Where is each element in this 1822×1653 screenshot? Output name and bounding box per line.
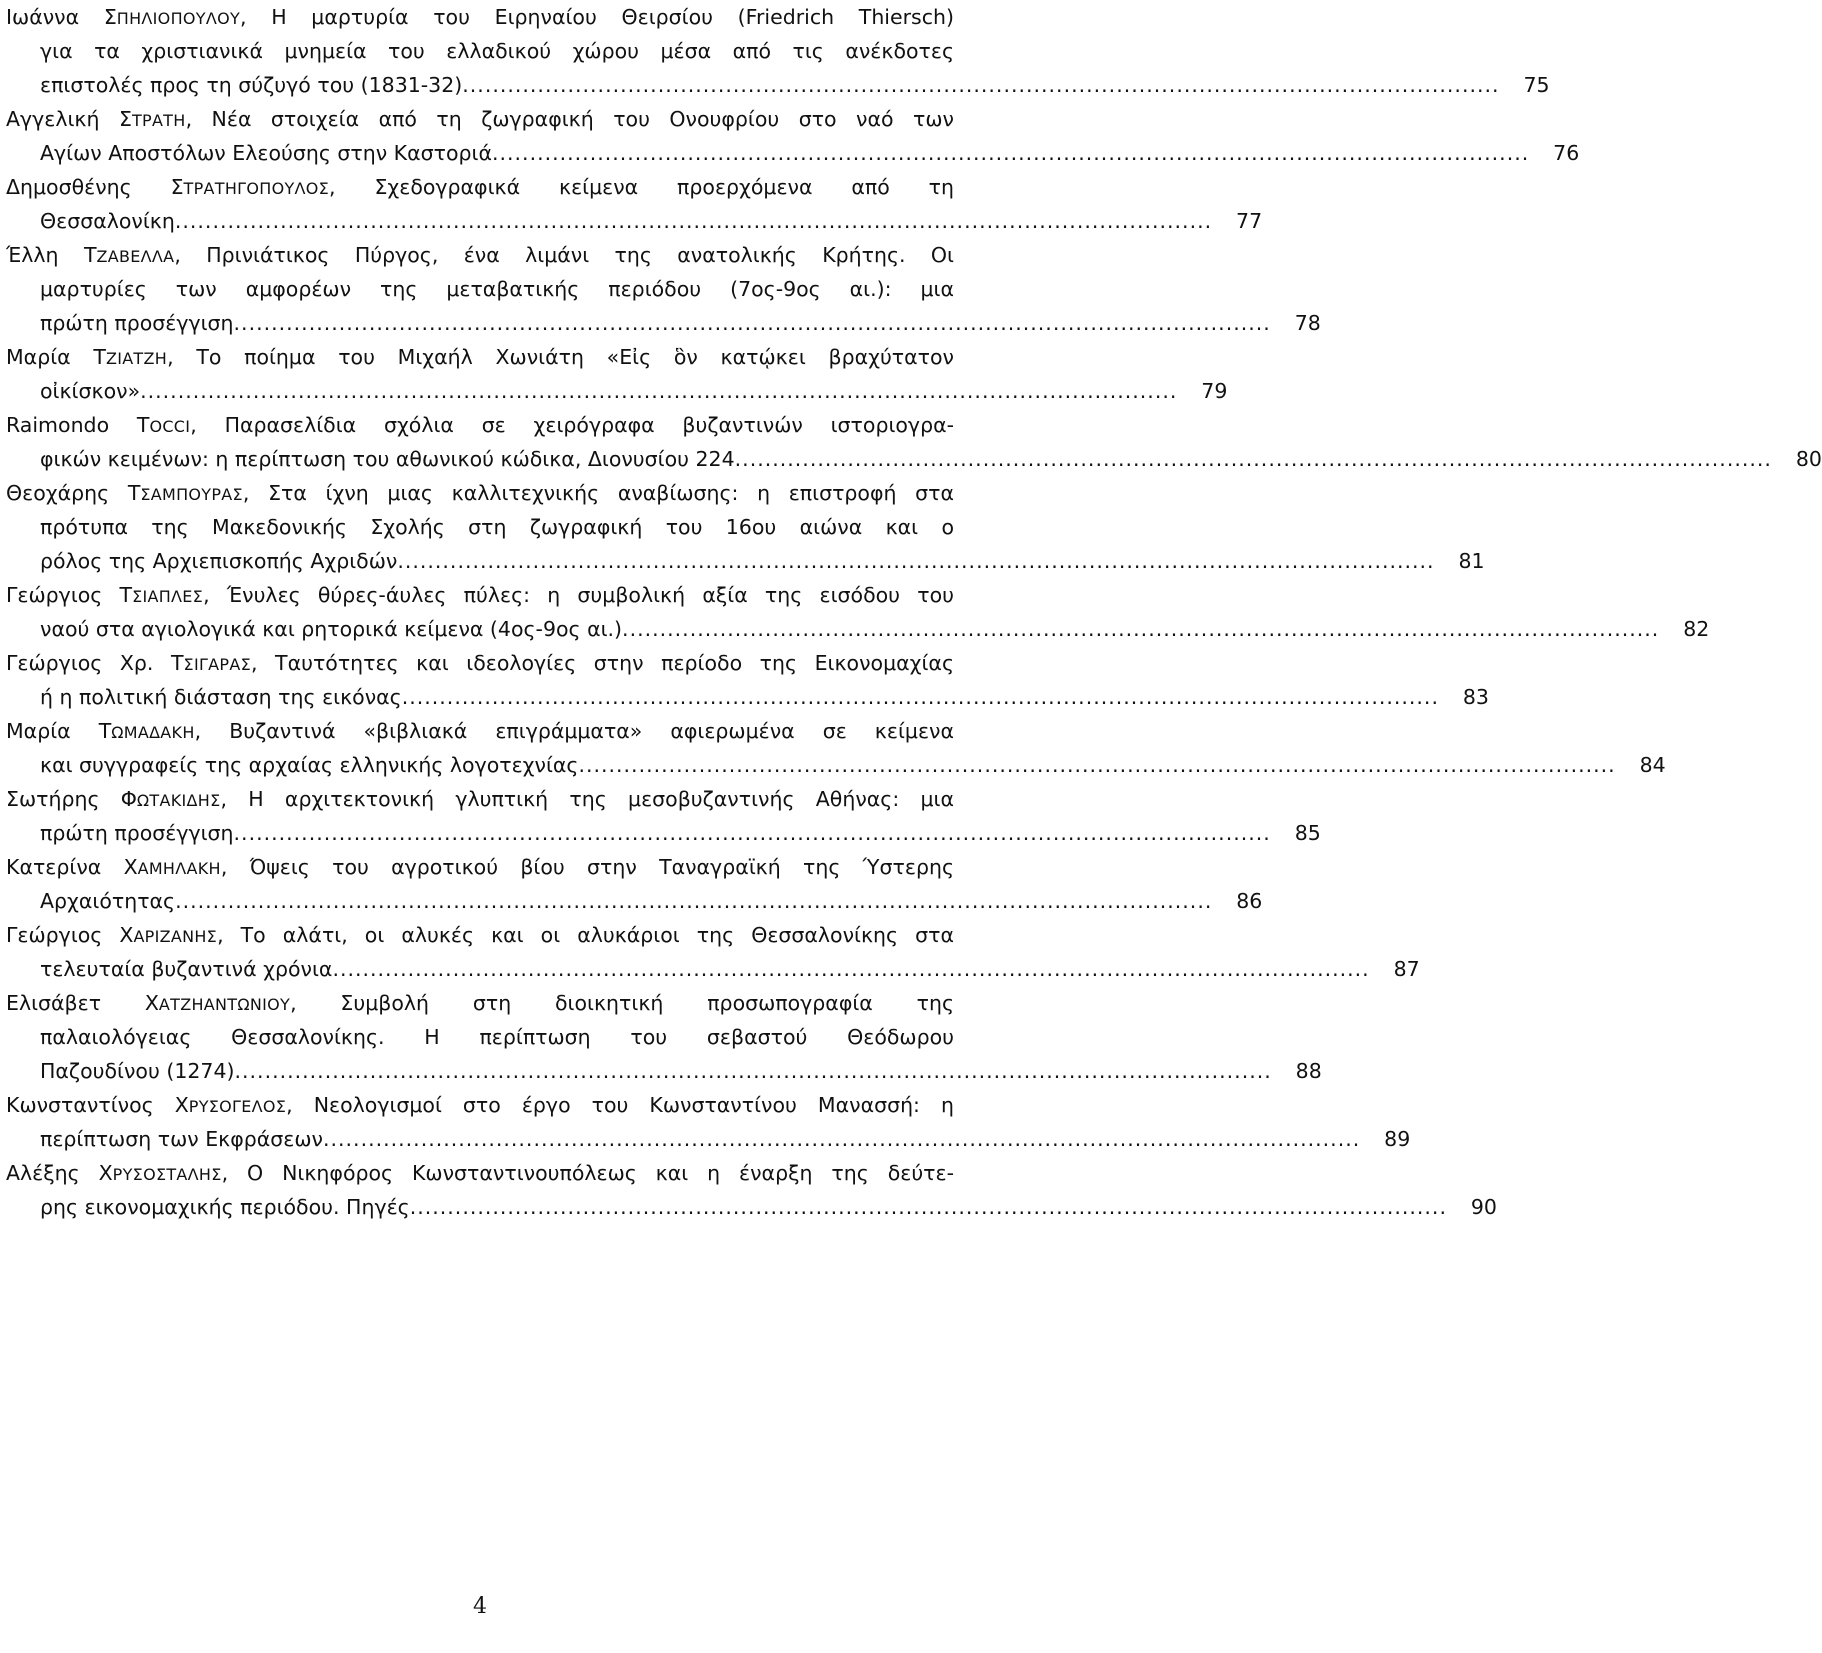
- page-number: 4: [473, 1594, 487, 1619]
- entry-title-text: πρώτη προσέγγιση: [40, 311, 234, 335]
- toc-entry-line: [6, 782, 954, 816]
- toc-entry-line: [6, 646, 954, 680]
- author-first-name: Μαρία: [6, 345, 71, 369]
- entry-title-text: , Όψεις του αγροτικού βίου στην Ταναγραϊκή της Ύστερης: [220, 855, 954, 879]
- entry-title-text: , Νέα στοιχεία από τη ζωγραφική του Ονουφρίου στο ναό των: [185, 107, 954, 131]
- leader-dots: ..........................................................................................................................................: [734, 447, 1772, 471]
- toc-entry[interactable]: [6, 102, 1580, 170]
- leader-dots: ..........................................................................................................................................: [233, 821, 1271, 845]
- entry-title-text: φικών κειμένων: η περίπτωση του αθωνικού κώδικα, Διονυσίου 224: [40, 447, 735, 471]
- author-surname: ΣΙΓΑΡΑΣ: [183, 655, 251, 674]
- leader-dots: ..........................................................................................................................................: [397, 549, 1435, 573]
- toc-entry-last-line: [6, 544, 1485, 578]
- toc-entry-line: [6, 986, 954, 1020]
- entry-page-number[interactable]: 83: [1462, 685, 1489, 709]
- toc-entry-line: [6, 1088, 954, 1122]
- entry-page-number[interactable]: 77: [1236, 209, 1263, 233]
- entry-title-text: ρης εικονομαχικής περιόδου. Πηγές: [40, 1195, 410, 1219]
- entry-title-text: επιστολές προς τη σύζυγό του (1831-32): [40, 73, 463, 97]
- entry-title-text: παλαιολόγειας Θεσσαλονίκης. Η περίπτωση του σεβαστού Θεόδωρου: [40, 1025, 954, 1049]
- entry-title-text: , Σχεδογραφικά κείμενα προερχόμενα από τη: [329, 175, 954, 199]
- author-surname-initial: Χ: [123, 855, 138, 879]
- author-surname-initial: Τ: [171, 651, 184, 675]
- author-surname-initial: Τ: [93, 345, 106, 369]
- author-first-name: Κωνσταντίνος: [6, 1093, 154, 1117]
- toc-entry[interactable]: [6, 0, 1550, 102]
- toc-entry-last-line: [6, 612, 1710, 646]
- entry-page-number[interactable]: 82: [1683, 617, 1710, 641]
- author-first-name: Δημοσθένης: [6, 175, 132, 199]
- author-first-name: Κατερίνα: [6, 855, 102, 879]
- toc-entry-line: [6, 340, 954, 374]
- author-surname: ΑΡΙΖΑΝΗΣ: [133, 927, 218, 946]
- entry-title-text: ναού στα αγιολογικά και ρητορικά κείμενα (4ος-9ος αι.): [40, 617, 623, 641]
- entry-title-text: , Συμβολή στη διοικητική προσωπογραφία της: [290, 991, 954, 1015]
- author-surname: ΤΡΑΤΗ: [131, 111, 186, 130]
- toc-entry-line: [6, 918, 954, 952]
- toc-entry-line: [6, 408, 954, 442]
- entry-title-text: , Στα ίχνη μιας καλλιτεχνικής αναβίωσης: η επιστροφή στα: [242, 481, 954, 505]
- toc-entry-last-line: [6, 816, 1321, 850]
- entry-title-text: , Ταυτότητες και ιδεολογίες στην περίοδο της Εικονομαχίας: [250, 651, 954, 675]
- toc-entry[interactable]: [6, 238, 1321, 340]
- toc-entry-line: [6, 1156, 954, 1190]
- toc-entry-last-line: [6, 748, 1666, 782]
- toc-entry-last-line: [6, 374, 1228, 408]
- author-first-name: Ιωάννα: [6, 5, 80, 29]
- toc-entry-line: [6, 714, 954, 748]
- toc-entry-last-line: [6, 306, 1321, 340]
- toc-entry-line: [6, 102, 954, 136]
- leader-dots: ..........................................................................................................................................: [332, 957, 1370, 981]
- toc-entry[interactable]: [6, 646, 1489, 714]
- toc-entry[interactable]: [6, 170, 1263, 238]
- entry-title-text: περίπτωση των Εκφράσεων: [40, 1127, 323, 1151]
- author-surname-initial: Σ: [118, 107, 132, 131]
- author-first-name: Θεοχάρης: [6, 481, 110, 505]
- entry-title-text: για τα χριστιανικά μνημεία του ελλαδικού χώρου μέσα από τις ανέκδοτες: [40, 39, 954, 63]
- leader-dots: ..........................................................................................................................................: [578, 753, 1616, 777]
- entry-title-text: , Ο Νικηφόρος Κωνσταντινουπόλεως και η έναρξη της δεύτε-: [221, 1161, 954, 1185]
- toc-entry[interactable]: [6, 714, 1666, 782]
- author-first-name: Μαρία: [6, 719, 71, 743]
- toc-entry-last-line: [6, 1054, 1322, 1088]
- toc-entry[interactable]: [6, 476, 1485, 578]
- author-surname-initial: Τ: [127, 481, 141, 505]
- entry-title-text: ή η πολιτική διάσταση της εικόνας: [40, 685, 402, 709]
- author-surname-initial: Τ: [83, 243, 97, 267]
- entry-title-text: , Παρασελίδια σχόλια σε χειρόγραφα βυζαντινών ιστοριογρα-: [190, 413, 954, 437]
- leader-dots: ..........................................................................................................................................: [462, 73, 1500, 97]
- leader-dots: ..........................................................................................................................................: [175, 889, 1213, 913]
- author-first-name: Raimondo: [6, 413, 110, 437]
- author-surname-initial: Χ: [98, 1161, 113, 1185]
- author-surname-initial: Φ: [120, 787, 137, 811]
- leader-dots: ..........................................................................................................................................: [409, 1195, 1447, 1219]
- toc-entry[interactable]: [6, 578, 1710, 646]
- toc-entry[interactable]: [6, 340, 1228, 408]
- toc-entry-last-line: [6, 680, 1489, 714]
- toc-entry-last-line: [6, 952, 1420, 986]
- author-surname: ΑΜΗΛΑΚΗ: [137, 859, 221, 878]
- author-surname: ΖΙΑΤΖΗ: [105, 349, 168, 368]
- entry-page-number[interactable]: 89: [1384, 1127, 1411, 1151]
- leader-dots: ..........................................................................................................................................: [140, 379, 1178, 403]
- entry-page-number[interactable]: 80: [1795, 447, 1822, 471]
- author-surname-initial: Τ: [98, 719, 112, 743]
- entry-title-text: , Βυζαντινά «βιβλιακά επιγράμματα» αφιερωμένα σε κείμενα: [194, 719, 954, 743]
- entry-page-number[interactable]: 86: [1236, 889, 1263, 913]
- toc-entry[interactable]: [6, 986, 1322, 1088]
- author-first-name: Έλλη: [6, 243, 59, 267]
- author-surname: OCCI: [149, 417, 191, 436]
- entry-page-number[interactable]: 87: [1393, 957, 1420, 981]
- author-surname: ΠΗΛΙΟΠΟΥΛΟΥ: [116, 9, 241, 28]
- toc-entry-line: [6, 238, 954, 272]
- entry-title-text: ρόλος της Αρχιεπισκοπής Αχριδών: [40, 549, 398, 573]
- author-first-name: Γεώργιος: [6, 583, 103, 607]
- entry-title-text: και συγγραφείς της αρχαίας ελληνικής λογοτεχνίας: [40, 753, 579, 777]
- entry-page-number[interactable]: 88: [1295, 1059, 1322, 1083]
- author-first-name: Γεώργιος: [6, 923, 103, 947]
- author-surname: ΡΥΣΟΓΕΛΟΣ: [188, 1097, 287, 1116]
- leader-dots: ..........................................................................................................................................: [401, 685, 1439, 709]
- author-first-name: Αγγελική: [6, 107, 100, 131]
- leader-dots: ..........................................................................................................................................: [233, 311, 1271, 335]
- entry-title-text: Παζουδίνου (1274): [40, 1059, 235, 1083]
- toc-entry-last-line: [6, 884, 1263, 918]
- toc-entry[interactable]: [6, 408, 1822, 476]
- entry-title-text: , Νεολογισμοί στο έργο του Κωνσταντίνου Μανασσή: η: [286, 1093, 954, 1117]
- author-first-name: Ελισάβετ: [6, 991, 102, 1015]
- author-surname: ΩΤΑΚΙΔΗΣ: [136, 791, 221, 810]
- toc-entry-last-line: [6, 1190, 1497, 1224]
- author-surname: ΣΙΑΠΛΕΣ: [132, 587, 204, 606]
- leader-dots: ..........................................................................................................................................: [234, 1059, 1272, 1083]
- entry-page-number[interactable]: 85: [1294, 821, 1321, 845]
- author-surname: ΑΤΖΗΑΝΤΩΝΙΟΥ: [158, 995, 291, 1014]
- author-surname-initial: T: [136, 413, 150, 437]
- toc-entry-last-line: [6, 136, 1580, 170]
- leader-dots: ..........................................................................................................................................: [491, 141, 1530, 165]
- toc-entry-last-line: [6, 442, 1822, 476]
- entry-title-text: , Το αλάτι, οι αλυκές και οι αλυκάριοι της Θεσσαλονίκης στα: [217, 923, 954, 947]
- toc-entry-line: [6, 578, 954, 612]
- entry-page-number[interactable]: 81: [1458, 549, 1485, 573]
- toc-entry[interactable]: [6, 1088, 1411, 1156]
- author-surname-initial: Σ: [103, 5, 117, 29]
- author-first-name: Σωτήρης: [6, 787, 100, 811]
- author-first-name: Αλέξης: [6, 1161, 80, 1185]
- entry-title-text: , Το ποίημα του Μιχαήλ Χωνιάτη «Εἰς ὃν κατῴκει βραχύτατον: [167, 345, 954, 369]
- toc-entry-line: [6, 170, 954, 204]
- entry-title-text: , Πρινιάτικος Πύργος, ένα λιμάνι της ανατολικής Κρήτης. Οι: [174, 243, 954, 267]
- entry-title-text: Αγίων Αποστόλων Ελεούσης στην Καστοριά: [40, 141, 492, 165]
- entry-title-text: μαρτυρίες των αμφορέων της μεταβατικής περιόδου (7ος-9ος αι.): μια: [40, 277, 954, 301]
- entry-title-text: , Η μαρτυρία του Ειρηναίου Θειρσίου (Friedrich Thiersch): [240, 5, 954, 29]
- author-first-name: Γεώργιος Χρ.: [6, 651, 154, 675]
- author-surname: ΡΥΣΟΣΤΑΛΗΣ: [112, 1165, 222, 1184]
- toc-entry[interactable]: [6, 1156, 1497, 1224]
- author-surname-initial: Τ: [119, 583, 133, 607]
- table-of-contents: [6, 0, 1822, 1224]
- toc-entry[interactable]: [6, 782, 1321, 850]
- author-surname-initial: Σ: [170, 175, 184, 199]
- author-surname: ΖΑΒΕΛΛΑ: [96, 247, 175, 266]
- entry-page-number[interactable]: 84: [1639, 753, 1666, 777]
- entry-page-number[interactable]: 78: [1294, 311, 1321, 335]
- author-surname-initial: Χ: [174, 1093, 189, 1117]
- entry-page-number[interactable]: 79: [1201, 379, 1228, 403]
- author-surname: ΩΜΑΔΑΚΗ: [111, 723, 195, 742]
- entry-page-number[interactable]: 75: [1523, 73, 1550, 97]
- entry-title-text: πρώτη προσέγγιση: [40, 821, 234, 845]
- author-surname: ΣΑΜΠΟΥΡΑΣ: [140, 485, 243, 504]
- leader-dots: ..........................................................................................................................................: [174, 209, 1213, 233]
- toc-entry-line: [6, 0, 954, 34]
- leader-dots: ..........................................................................................................................................: [622, 617, 1660, 641]
- author-surname-initial: Χ: [119, 923, 134, 947]
- entry-page-number[interactable]: 76: [1553, 141, 1580, 165]
- entry-title-text: πρότυπα της Μακεδονικής Σχολής στη ζωγραφική του 16ου αιώνα και ο: [40, 515, 954, 539]
- entry-title-text: , Η αρχιτεκτονική γλυπτική της μεσοβυζαντινής Αθήνας: μια: [220, 787, 954, 811]
- toc-entry-last-line: [6, 1122, 1411, 1156]
- entry-title-text: Αρχαιότητας: [40, 889, 176, 913]
- entry-title-text: Θεσσαλονίκη: [40, 209, 175, 233]
- toc-entry-line: [6, 850, 954, 884]
- entry-title-text: , Ένυλες θύρες-άυλες πύλες: η συμβολική αξία της εισόδου του: [203, 583, 954, 607]
- toc-entry-line: [6, 476, 954, 510]
- toc-entry[interactable]: [6, 850, 1263, 918]
- leader-dots: ..........................................................................................................................................: [322, 1127, 1361, 1151]
- author-surname-initial: Χ: [144, 991, 159, 1015]
- toc-entry[interactable]: [6, 918, 1420, 986]
- entry-title-text: τελευταία βυζαντινά χρόνια: [40, 957, 333, 981]
- toc-entry-last-line: [6, 204, 1263, 238]
- entry-title-text: οἰκίσκον»: [40, 379, 141, 403]
- author-surname: ΤΡΑΤΗΓΟΠΟΥΛΟΣ: [183, 179, 330, 198]
- entry-page-number[interactable]: 90: [1470, 1195, 1497, 1219]
- toc-entry-last-line: [6, 68, 1550, 102]
